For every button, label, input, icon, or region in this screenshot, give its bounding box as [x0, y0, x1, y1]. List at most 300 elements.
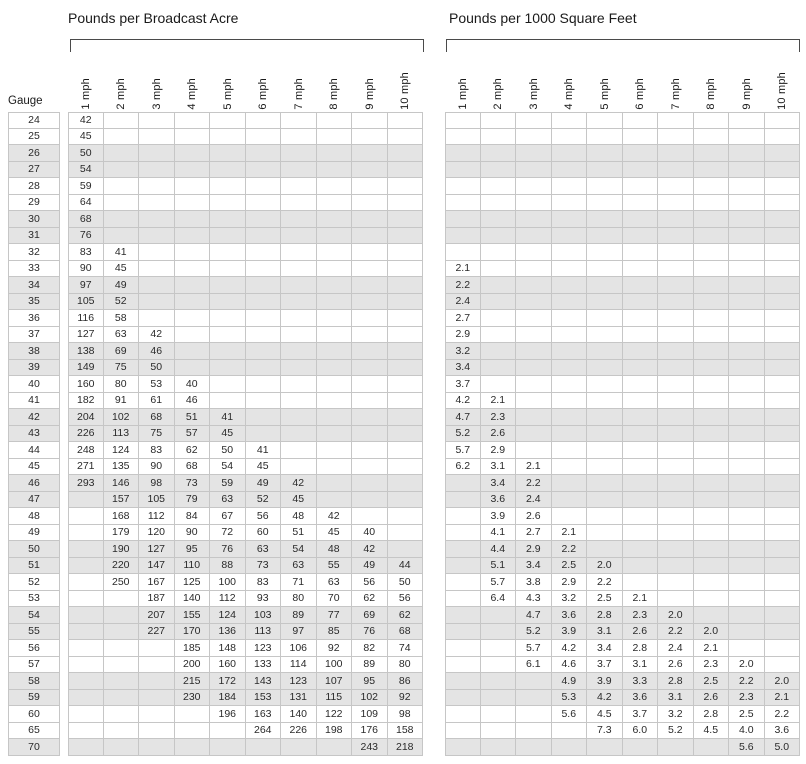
sqft-value-cell — [552, 442, 588, 459]
acre-value-cell — [388, 261, 424, 278]
sqft-value-cell — [765, 492, 801, 509]
acre-value-cell: 57 — [175, 426, 211, 443]
acre-header-9-mph — [352, 78, 388, 110]
sqft-value-cell: 2.1 — [623, 591, 659, 608]
acre-value-cell — [104, 162, 140, 179]
acre-value-cell — [104, 211, 140, 228]
sqft-value-cell: 2.6 — [516, 508, 552, 525]
sqft-value-cell — [765, 624, 801, 641]
sqft-value-cell — [516, 409, 552, 426]
sqft-value-cell — [587, 178, 623, 195]
sqft-value-cell: 2.8 — [587, 607, 623, 624]
sqft-value-cell — [481, 195, 517, 212]
sqft-value-cell — [658, 739, 694, 756]
acre-value-cell — [281, 178, 317, 195]
acre-value-cell: 170 — [175, 624, 211, 641]
gauge-cell: 46 — [8, 475, 60, 492]
sqft-value-cell — [765, 442, 801, 459]
acre-value-cell: 92 — [388, 690, 424, 707]
sqft-value-cell — [658, 178, 694, 195]
gauge-row-55 — [8, 624, 800, 641]
acre-value-cell: 114 — [281, 657, 317, 674]
acre-value-cell: 41 — [210, 409, 246, 426]
sqft-value-cell: 3.7 — [623, 706, 659, 723]
acre-value-cell: 92 — [317, 640, 353, 657]
sqft-value-cell — [623, 145, 659, 162]
sqft-value-cell — [552, 343, 588, 360]
gauge-row-53 — [8, 591, 800, 608]
acre-value-cell: 76 — [210, 541, 246, 558]
acre-value-cell — [352, 178, 388, 195]
acre-value-cell: 68 — [139, 409, 175, 426]
gauge-cell: 59 — [8, 690, 60, 707]
sqft-value-cell — [658, 310, 694, 327]
acre-value-cell: 89 — [352, 657, 388, 674]
sqft-value-cell — [516, 162, 552, 179]
sqft-value-cell: 5.2 — [658, 723, 694, 740]
sqft-header-2-mph — [481, 78, 517, 110]
sqft-value-cell — [694, 277, 730, 294]
acre-value-cell — [352, 211, 388, 228]
sqft-value-cell — [623, 294, 659, 311]
row-gap — [60, 508, 68, 525]
sqft-value-cell — [587, 525, 623, 542]
sqft-value-cell — [623, 541, 659, 558]
mph-header-label: 2 mph — [492, 78, 505, 110]
acre-value-cell — [246, 195, 282, 212]
sqft-value-cell — [552, 723, 588, 740]
sqft-value-cell — [658, 393, 694, 410]
sqft-value-cell — [729, 525, 765, 542]
row-gap — [423, 376, 445, 393]
acre-header-7-mph — [281, 78, 317, 110]
gauge-row-52 — [8, 574, 800, 591]
sqft-value-cell — [552, 277, 588, 294]
sqft-value-cell — [445, 145, 481, 162]
row-gap — [423, 574, 445, 591]
acre-value-cell: 41 — [246, 442, 282, 459]
acre-value-cell — [388, 343, 424, 360]
acre-value-cell — [281, 129, 317, 146]
acre-value-cell — [388, 525, 424, 542]
sqft-value-cell — [694, 310, 730, 327]
acre-value-cell: 250 — [104, 574, 140, 591]
table-body — [8, 112, 800, 756]
sqft-value-cell: 4.0 — [729, 723, 765, 740]
acre-value-cell — [139, 739, 175, 756]
gauge-cell: 49 — [8, 525, 60, 542]
acre-value-cell: 105 — [139, 492, 175, 509]
sqft-value-cell: 3.6 — [623, 690, 659, 707]
acre-value-cell — [175, 129, 211, 146]
acre-value-cell: 45 — [246, 459, 282, 476]
sqft-value-cell — [445, 195, 481, 212]
acre-value-cell — [175, 327, 211, 344]
sqft-value-cell: 2.8 — [694, 706, 730, 723]
acre-value-cell: 63 — [317, 574, 353, 591]
gauge-cell: 41 — [8, 393, 60, 410]
gauge-cell: 40 — [8, 376, 60, 393]
acre-value-cell — [246, 211, 282, 228]
mph-header-label: 7 mph — [292, 78, 305, 110]
acre-value-cell: 41 — [104, 244, 140, 261]
acre-value-cell — [317, 195, 353, 212]
sqft-value-cell — [552, 294, 588, 311]
gauge-cell: 50 — [8, 541, 60, 558]
acre-value-cell — [139, 145, 175, 162]
acre-value-cell — [352, 228, 388, 245]
sqft-value-cell: 2.1 — [552, 525, 588, 542]
acre-value-cell: 187 — [139, 591, 175, 608]
acre-value-cell: 83 — [246, 574, 282, 591]
sqft-value-cell: 2.5 — [729, 706, 765, 723]
acre-value-cell — [175, 706, 211, 723]
acre-value-cell — [175, 162, 211, 179]
gauge-row-65 — [8, 723, 800, 740]
acre-value-cell — [317, 261, 353, 278]
sqft-value-cell — [481, 228, 517, 245]
sqft-value-cell — [658, 294, 694, 311]
acre-value-cell: 136 — [210, 624, 246, 641]
acre-value-cell — [139, 112, 175, 129]
row-gap — [423, 294, 445, 311]
acre-value-cell — [175, 244, 211, 261]
sqft-value-cell — [552, 475, 588, 492]
acre-value-cell — [139, 723, 175, 740]
acre-value-cell — [68, 723, 104, 740]
acre-value-cell — [352, 145, 388, 162]
row-gap — [60, 607, 68, 624]
sqft-value-cell — [516, 277, 552, 294]
acre-value-cell — [210, 178, 246, 195]
acre-value-cell — [317, 162, 353, 179]
acre-value-cell: 51 — [175, 409, 211, 426]
gauge-row-38 — [8, 343, 800, 360]
acre-value-cell — [317, 475, 353, 492]
sqft-value-cell — [516, 690, 552, 707]
row-gap — [60, 640, 68, 657]
acre-value-cell — [210, 162, 246, 179]
row-gap — [423, 739, 445, 756]
acre-value-cell: 56 — [388, 591, 424, 608]
acre-value-cell: 89 — [281, 607, 317, 624]
sqft-value-cell — [552, 376, 588, 393]
acre-value-cell — [317, 426, 353, 443]
gauge-row-29 — [8, 195, 800, 212]
acre-value-cell: 215 — [175, 673, 211, 690]
sqft-value-cell — [516, 739, 552, 756]
acre-value-cell: 230 — [175, 690, 211, 707]
acre-value-cell — [104, 657, 140, 674]
row-gap — [60, 442, 68, 459]
acre-value-cell: 60 — [246, 525, 282, 542]
sqft-value-cell — [658, 508, 694, 525]
row-gap — [60, 310, 68, 327]
sqft-value-cell — [481, 607, 517, 624]
sqft-value-cell — [694, 261, 730, 278]
sqft-value-cell — [765, 277, 801, 294]
acre-value-cell — [68, 706, 104, 723]
mph-header-label: 6 mph — [257, 78, 270, 110]
gauge-row-30 — [8, 211, 800, 228]
sqft-value-cell — [587, 492, 623, 509]
acre-value-cell — [352, 442, 388, 459]
row-gap — [423, 459, 445, 476]
acre-value-cell — [281, 244, 317, 261]
acre-value-cell — [175, 145, 211, 162]
sqft-value-cell — [729, 178, 765, 195]
acre-value-cell: 69 — [352, 607, 388, 624]
sqft-value-cell — [694, 244, 730, 261]
mph-header-label: 10 mph — [776, 72, 789, 110]
row-gap — [60, 343, 68, 360]
acre-value-cell: 184 — [210, 690, 246, 707]
sqft-value-cell: 3.8 — [516, 574, 552, 591]
acre-value-cell — [175, 723, 211, 740]
acre-value-cell — [246, 145, 282, 162]
sqft-value-cell — [623, 475, 659, 492]
sqft-value-cell — [694, 525, 730, 542]
acre-value-cell: 106 — [281, 640, 317, 657]
sqft-value-cell: 3.3 — [623, 673, 659, 690]
sqft-value-cell — [445, 673, 481, 690]
acre-value-cell — [139, 244, 175, 261]
row-gap — [60, 112, 68, 129]
sqft-value-cell — [658, 145, 694, 162]
sqft-value-cell — [765, 426, 801, 443]
sqft-value-cell — [516, 706, 552, 723]
acre-value-cell — [210, 277, 246, 294]
sqft-value-cell — [694, 195, 730, 212]
acre-value-cell — [210, 261, 246, 278]
acre-value-cell: 70 — [317, 591, 353, 608]
gauge-row-24 — [8, 112, 800, 129]
acre-value-cell — [281, 277, 317, 294]
acre-value-cell: 59 — [68, 178, 104, 195]
row-gap — [60, 178, 68, 195]
row-gap — [423, 591, 445, 608]
acre-value-cell: 42 — [317, 508, 353, 525]
acre-value-cell — [139, 178, 175, 195]
sqft-value-cell: 2.9 — [481, 442, 517, 459]
acre-value-cell — [352, 195, 388, 212]
acre-value-cell — [68, 541, 104, 558]
sqft-value-cell: 4.2 — [445, 393, 481, 410]
gauge-row-27 — [8, 162, 800, 179]
sqft-value-cell — [552, 244, 588, 261]
sqft-value-cell: 3.2 — [552, 591, 588, 608]
acre-value-cell: 67 — [210, 508, 246, 525]
acre-value-cell — [317, 145, 353, 162]
sqft-value-cell: 2.4 — [516, 492, 552, 509]
row-gap — [423, 343, 445, 360]
sqft-value-cell: 5.2 — [445, 426, 481, 443]
sqft-value-cell — [729, 360, 765, 377]
acre-value-cell: 80 — [281, 591, 317, 608]
acre-value-cell — [352, 162, 388, 179]
acre-value-cell — [388, 129, 424, 146]
gauge-row-42 — [8, 409, 800, 426]
row-gap — [423, 162, 445, 179]
row-gap — [423, 409, 445, 426]
acre-value-cell — [388, 541, 424, 558]
acre-value-cell: 103 — [246, 607, 282, 624]
gauge-row-33 — [8, 261, 800, 278]
acre-value-cell — [104, 178, 140, 195]
acre-value-cell — [352, 393, 388, 410]
acre-value-cell — [175, 360, 211, 377]
acre-value-cell: 182 — [68, 393, 104, 410]
acre-value-cell: 48 — [317, 541, 353, 558]
acre-value-cell: 97 — [68, 277, 104, 294]
acre-value-cell: 185 — [175, 640, 211, 657]
mph-header-label: 1 mph — [456, 78, 469, 110]
sqft-value-cell — [729, 343, 765, 360]
acre-value-cell: 160 — [210, 657, 246, 674]
acre-value-cell: 147 — [139, 558, 175, 575]
sqft-value-cell — [658, 211, 694, 228]
sqft-value-cell — [694, 558, 730, 575]
acre-value-cell — [317, 129, 353, 146]
sqft-value-cell — [445, 475, 481, 492]
sqft-value-cell — [623, 376, 659, 393]
gauge-row-51 — [8, 558, 800, 575]
sqft-value-cell: 2.2 — [516, 475, 552, 492]
acre-value-cell: 176 — [352, 723, 388, 740]
gauge-cell: 60 — [8, 706, 60, 723]
row-gap — [60, 393, 68, 410]
row-gap — [423, 673, 445, 690]
gauge-cell: 56 — [8, 640, 60, 657]
sqft-value-cell — [658, 574, 694, 591]
acre-value-cell: 83 — [68, 244, 104, 261]
acre-value-cell — [246, 393, 282, 410]
sqft-value-cell — [445, 178, 481, 195]
acre-value-cell — [317, 294, 353, 311]
sqft-value-cell — [516, 195, 552, 212]
row-gap — [423, 261, 445, 278]
acre-value-cell: 49 — [104, 277, 140, 294]
sqft-value-cell — [694, 129, 730, 146]
acre-value-cell — [246, 360, 282, 377]
sqft-value-cell — [587, 376, 623, 393]
gauge-row-26 — [8, 145, 800, 162]
sqft-value-cell — [765, 360, 801, 377]
gauge-cell: 34 — [8, 277, 60, 294]
sqft-value-cell — [516, 426, 552, 443]
acre-value-cell: 42 — [68, 112, 104, 129]
sqft-value-cell: 2.4 — [658, 640, 694, 657]
acre-value-cell — [246, 409, 282, 426]
row-gap — [60, 591, 68, 608]
acre-value-cell — [352, 112, 388, 129]
gauge-row-32 — [8, 244, 800, 261]
sqft-value-cell — [694, 327, 730, 344]
gauge-cell: 37 — [8, 327, 60, 344]
sqft-value-cell — [694, 376, 730, 393]
acre-value-cell — [246, 327, 282, 344]
acre-value-cell — [68, 624, 104, 641]
acre-value-cell: 95 — [175, 541, 211, 558]
acre-value-cell: 179 — [104, 525, 140, 542]
column-header-row — [8, 52, 800, 110]
row-gap — [423, 624, 445, 641]
sqft-value-cell — [623, 195, 659, 212]
acre-value-cell — [388, 327, 424, 344]
acre-value-cell: 50 — [388, 574, 424, 591]
acre-value-cell: 52 — [246, 492, 282, 509]
sqft-value-cell — [481, 145, 517, 162]
sqft-value-cell — [729, 376, 765, 393]
sqft-value-cell — [516, 129, 552, 146]
acre-value-cell — [175, 112, 211, 129]
sqft-value-cell — [587, 211, 623, 228]
gauge-row-45 — [8, 459, 800, 476]
sqft-value-cell — [587, 112, 623, 129]
gauge-cell: 28 — [8, 178, 60, 195]
sqft-value-cell — [587, 442, 623, 459]
sqft-value-cell — [516, 327, 552, 344]
acre-value-cell — [352, 343, 388, 360]
sqft-value-cell: 4.7 — [516, 607, 552, 624]
gauge-row-49 — [8, 525, 800, 542]
sqft-value-cell — [481, 376, 517, 393]
row-gap — [60, 475, 68, 492]
gauge-cell: 57 — [8, 657, 60, 674]
acre-value-cell — [317, 442, 353, 459]
sqft-value-cell: 2.1 — [481, 393, 517, 410]
gauge-cell: 39 — [8, 360, 60, 377]
sqft-value-cell — [623, 558, 659, 575]
sqft-value-cell — [481, 162, 517, 179]
sqft-value-cell — [765, 574, 801, 591]
sqft-value-cell: 2.1 — [516, 459, 552, 476]
acre-value-cell: 127 — [68, 327, 104, 344]
row-gap — [60, 492, 68, 509]
acre-value-cell: 62 — [352, 591, 388, 608]
acre-value-cell: 133 — [246, 657, 282, 674]
acre-value-cell: 54 — [68, 162, 104, 179]
row-gap — [60, 673, 68, 690]
acre-value-cell: 50 — [139, 360, 175, 377]
sqft-value-cell: 4.5 — [587, 706, 623, 723]
acre-value-cell — [352, 475, 388, 492]
acre-value-cell — [388, 360, 424, 377]
acre-value-cell: 44 — [388, 558, 424, 575]
acre-value-cell: 190 — [104, 541, 140, 558]
gauge-cell: 44 — [8, 442, 60, 459]
acre-value-cell — [281, 739, 317, 756]
gauge-cell: 42 — [8, 409, 60, 426]
acre-value-cell: 198 — [317, 723, 353, 740]
sqft-value-cell — [516, 145, 552, 162]
acre-value-cell: 45 — [104, 261, 140, 278]
sqft-value-cell — [587, 228, 623, 245]
sqft-value-cell: 4.6 — [552, 657, 588, 674]
acre-value-cell: 53 — [139, 376, 175, 393]
acre-value-cell — [317, 228, 353, 245]
sqft-value-cell: 3.9 — [552, 624, 588, 641]
acre-value-cell: 97 — [281, 624, 317, 641]
acre-value-cell — [352, 277, 388, 294]
sqft-value-cell — [694, 162, 730, 179]
acre-value-cell — [139, 211, 175, 228]
acre-value-cell — [352, 129, 388, 146]
sqft-value-cell — [445, 112, 481, 129]
sqft-value-cell — [623, 459, 659, 476]
sqft-value-cell — [623, 574, 659, 591]
mph-header-label: 9 mph — [363, 78, 376, 110]
